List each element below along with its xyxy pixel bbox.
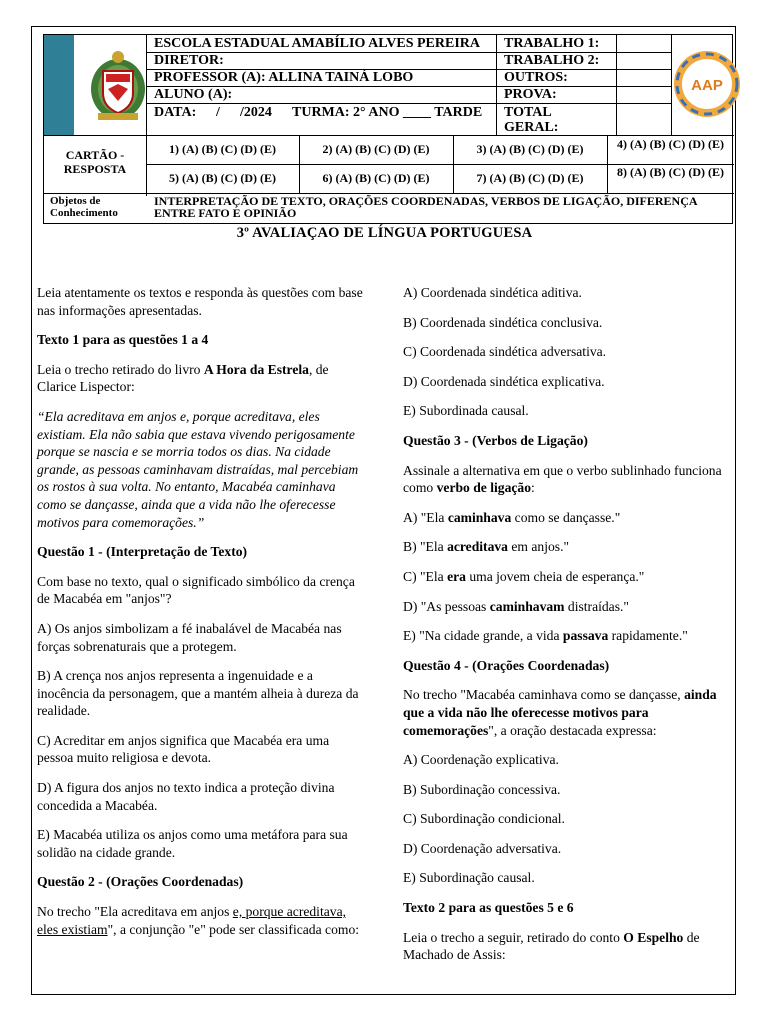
intro-text: Leia atentamente os textos e responda às questões com base nas informações apresentadas.: [37, 285, 363, 318]
answer-item[interactable]: 5) (A) (B) (C) (D) (E): [169, 171, 276, 185]
book-title: A Hora da Estrela: [203, 361, 309, 377]
q1-option[interactable]: A) Os anjos simbolizam a fé inabalável de Macabéa nas forças sobrenaturais que a protegem.: [37, 620, 342, 654]
aap-logo: [672, 47, 742, 122]
class-label: TURMA: 2° ANO ____ TARDE: [292, 105, 483, 120]
text2-lead: Leia o trecho a seguir, retirado do conto O Espelho de Machado de Assis:: [403, 929, 700, 963]
answer-item[interactable]: 1) (A) (B) (C) (D) (E): [169, 142, 276, 156]
q2-heading: Questão 2 - (Orações Coordenadas): [37, 874, 244, 890]
q3-option[interactable]: C) "Ela era uma jovem cheia de esperança.": [403, 568, 645, 584]
q2-option[interactable]: C) Coordenada sindética adversativa.: [403, 344, 607, 360]
date-label: DATA:: [154, 105, 197, 120]
answer-item[interactable]: 2) (A) (B) (C) (D) (E): [322, 142, 430, 156]
q2-prompt: No trecho "Ela acreditava em anjos e, porque acreditava, eles existiam", a conjunção "e" pode ser classificada como:: [37, 904, 360, 937]
objects-label: Objetos de Conhecimento: [50, 195, 118, 219]
q2-option[interactable]: A) Coordenada sindética aditiva.: [403, 285, 582, 300]
exam-header: [43, 34, 733, 224]
text1-lead: Leia o trecho retirado do livro A Hora da Estrela, de Clarice Lispector:: [37, 361, 329, 395]
date-year: /2024: [240, 105, 272, 120]
teacher-label: PROFESSOR (A): ALLINA TAINÁ LOBO: [154, 70, 414, 85]
q1-option[interactable]: D) A figura dos anjos no texto indica a proteção divina concedida a Macabéa.: [37, 780, 335, 813]
q3-option[interactable]: B) "Ela acreditava em anjos.": [403, 539, 570, 555]
q1-option[interactable]: E) Macabéa utiliza os anjos como uma metáfora para sua solidão na cidade grande.: [37, 827, 348, 860]
page-title: 3º AVALIAÇAO DE LÍNGUA PORTUGUESA: [236, 225, 533, 241]
q4-prompt: No trecho "Macabéa caminhava como se dançasse, ainda que a vida não lhe oferecesse motivos para comemorações", a oração destacada expressa:: [403, 687, 717, 738]
q1-option[interactable]: C) Acreditar em anjos significa que Macabéa era uma pessoa muito religiosa e devota.: [37, 732, 330, 766]
school-name: ESCOLA ESTADUAL AMABÍLIO ALVES PEREIRA: [154, 36, 480, 51]
grade-label: OUTROS:: [504, 70, 568, 85]
q3-heading: Questão 3 - (Verbos de Ligação): [403, 432, 588, 448]
q4-option[interactable]: C) Subordinação condicional.: [403, 811, 565, 827]
exam-page: [31, 26, 736, 995]
underlined-excerpt: e, porque acreditava, eles existiam: [37, 904, 346, 937]
text1-heading: Texto 1 para as questões 1 a 4: [37, 332, 209, 348]
q2-option[interactable]: B) Coordenada sindética conclusiva.: [403, 314, 603, 330]
q4-heading: Questão 4 - (Orações Coordenadas): [403, 657, 610, 673]
q3-option[interactable]: A) "Ela caminhava como se dançasse.": [403, 509, 621, 525]
text2-heading: Texto 2 para as questões 5 e 6: [403, 900, 574, 916]
q3-option[interactable]: D) "As pessoas caminhavam distraídas.": [403, 598, 629, 614]
grade-label: TOTAL GERAL:: [504, 105, 559, 135]
q4-option[interactable]: D) Coordenação adversativa.: [403, 840, 562, 856]
q3-option[interactable]: E) "Na cidade grande, a vida passava rapidamente.": [403, 628, 688, 644]
director-label: DIRETOR:: [154, 53, 224, 68]
q1-heading: Questão 1 - (Interpretação de Texto): [37, 544, 248, 560]
answer-item[interactable]: 3) (A) (B) (C) (D) (E): [476, 142, 584, 156]
answer-item[interactable]: 6) (A) (B) (C) (D) (E): [322, 171, 430, 185]
q4-option[interactable]: E) Subordinação causal.: [403, 870, 535, 886]
story-title: O Espelho: [623, 929, 684, 945]
q4-option[interactable]: B) Subordinação concessiva.: [403, 781, 561, 797]
q1-option[interactable]: B) A crença nos anjos representa a ingenuidade e a inocência da personagem, que a mantém alheia à dureza da realidade.: [37, 668, 359, 719]
answer-item[interactable]: 8) (A) (B) (C) (D) (E): [617, 165, 724, 179]
right-column: [403, 284, 731, 976]
grade-label: TRABALHO 1:: [504, 36, 600, 51]
answer-item[interactable]: 4) (A) (B) (C) (D) (E): [617, 137, 724, 151]
q4-option[interactable]: A) Coordenação explicativa.: [403, 752, 559, 768]
grade-label: PROVA:: [504, 87, 557, 102]
q1-prompt: Com base no texto, qual o significado simbólico da crença de Macabéa em "anjos"?: [37, 573, 355, 607]
header-color-strip: [44, 35, 74, 135]
state-crest-icon: [88, 49, 148, 123]
quote-text: “Ela acreditava em anjos e, porque acreditava, eles existiam. Ela não sabia que estava vivendo perigosamente porque se nascia e se morria todos os dias. Na cidade grande, as pessoas caminhavam distraídas, mal percebiam os rostos à sua volta. No entanto, Macabéa caminhava como se dançasse, ainda que a vida não lhe oferecesse motivos para comemorações.”: [37, 408, 359, 530]
date-slash: /: [216, 105, 220, 120]
logo-text: AAP: [691, 77, 723, 94]
grade-label: TRABALHO 2:: [504, 53, 600, 68]
student-label: ALUNO (A):: [154, 87, 233, 102]
q2-option[interactable]: D) Coordenada sindética explicativa.: [403, 373, 605, 389]
q2-option[interactable]: E) Subordinada causal.: [403, 403, 529, 419]
q3-prompt: Assinale a alternativa em que o verbo sublinhado funciona como verbo de ligação:: [403, 462, 722, 496]
objects-value: INTERPRETAÇÃO DE TEXTO, ORAÇÕES COORDENADAS, VERBOS DE LIGAÇÃO, DIFERENÇA ENTRE FATO E OPINIÃO: [154, 194, 697, 220]
left-column: [37, 284, 367, 950]
answer-item[interactable]: 7) (A) (B) (C) (D) (E): [476, 171, 584, 185]
answer-card-label: CARTÃO - RESPOSTA: [63, 148, 127, 176]
